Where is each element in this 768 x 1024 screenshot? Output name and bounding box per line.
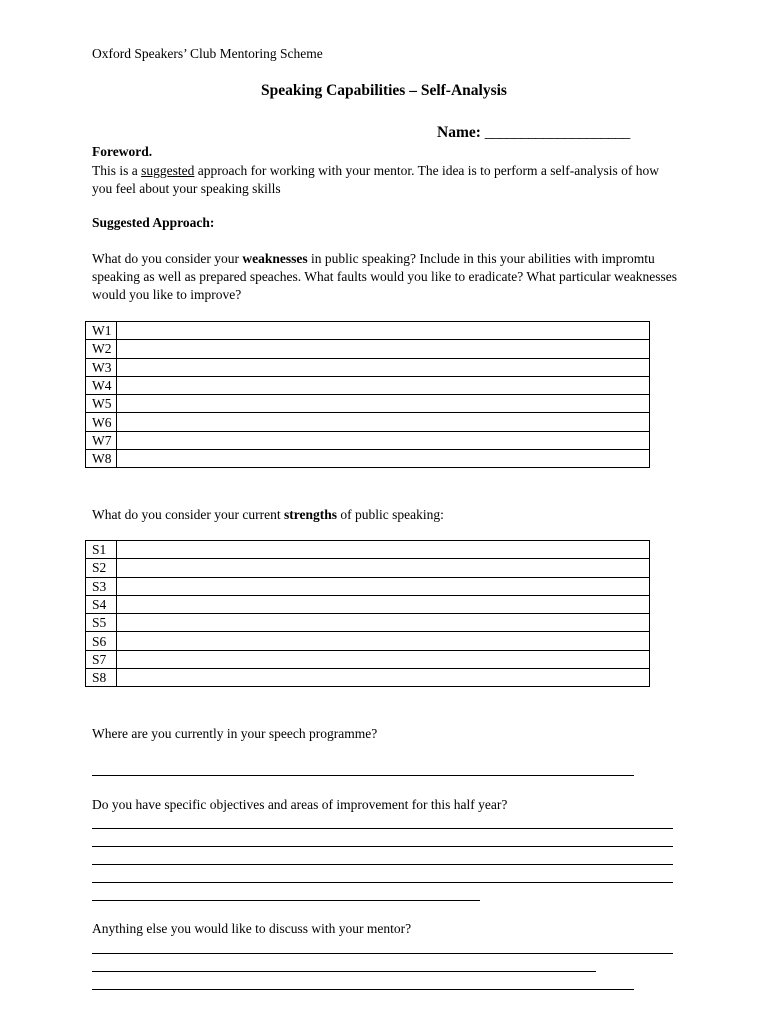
strength-row-entry[interactable]: [117, 541, 650, 559]
foreword-text-end: approach for working with your mentor. The idea is to perform a self-analysis of how you feel about your speaking skills: [92, 163, 660, 196]
programme-answer-line[interactable]: [92, 775, 634, 776]
strength-row: [86, 614, 650, 632]
discuss-answer-line-1[interactable]: [92, 953, 673, 954]
weaknesses-question-end: in public speaking? Include in this your abilities with impromtu speaking as well as prepared speaches. What faults would you like to eradicate? What particular weaknesses would you like to improve?: [92, 251, 678, 302]
weakness-row-label: W2: [86, 340, 117, 358]
weaknesses-table: [85, 321, 650, 468]
weakness-row-entry[interactable]: [117, 340, 650, 358]
strength-row-label: S7: [86, 650, 117, 668]
document-header: Oxford Speakers’ Club Mentoring Scheme: [92, 46, 323, 61]
name-blank-line[interactable]: ____________________: [484, 124, 630, 141]
weakness-row-label: W7: [86, 431, 117, 449]
strengths-question-start: What do you consider your current: [92, 507, 284, 522]
objectives-answer-line-2[interactable]: [92, 846, 673, 847]
weakness-row-label: W4: [86, 376, 117, 394]
objectives-answer-line-3[interactable]: [92, 864, 673, 865]
weakness-row-entry[interactable]: [117, 413, 650, 431]
weakness-row-entry[interactable]: [117, 376, 650, 394]
objectives-answer-line-4[interactable]: [92, 882, 673, 883]
discuss-answer-line-3[interactable]: [92, 989, 634, 990]
weakness-row-entry[interactable]: [117, 358, 650, 376]
strength-row: [86, 541, 650, 559]
weakness-row-label: W8: [86, 450, 117, 468]
strength-row-label: S3: [86, 577, 117, 595]
strength-row-entry[interactable]: [117, 614, 650, 632]
strength-row-entry[interactable]: [117, 632, 650, 650]
strength-row-label: S1: [86, 541, 117, 559]
weaknesses-question: [92, 250, 682, 304]
strengths-table: [85, 540, 650, 687]
weakness-row: [86, 413, 650, 431]
strength-row-entry[interactable]: [117, 577, 650, 595]
strength-row: [86, 650, 650, 668]
strength-row-entry[interactable]: [117, 595, 650, 613]
foreword-underlined-word: suggested: [141, 163, 195, 178]
foreword-text-start: This is a: [92, 163, 142, 178]
weakness-row: [86, 358, 650, 376]
weakness-row: [86, 376, 650, 394]
strength-row-entry[interactable]: [117, 669, 650, 687]
name-field[interactable]: [437, 124, 630, 142]
weaknesses-question-start: What do you consider your: [92, 251, 243, 266]
weakness-row-entry[interactable]: [117, 450, 650, 468]
strengths-question-end: of public speaking:: [336, 507, 444, 522]
weakness-row-entry[interactable]: [117, 322, 650, 340]
weakness-row: [86, 450, 650, 468]
objectives-answer-line-5[interactable]: [92, 900, 480, 901]
strength-row: [86, 669, 650, 687]
strength-row: [86, 632, 650, 650]
name-label: Name:: [437, 124, 481, 141]
discuss-answer-line-2[interactable]: [92, 971, 596, 972]
approach-heading: Suggested Approach:: [92, 215, 215, 230]
strength-row-label: S6: [86, 632, 117, 650]
discuss-question: Anything else you would like to discuss with your mentor?: [92, 921, 412, 936]
objectives-question: Do you have specific objectives and areas of improvement for this half year?: [92, 797, 508, 812]
strength-row-label: S5: [86, 614, 117, 632]
strength-row: [86, 559, 650, 577]
weakness-row-label: W6: [86, 413, 117, 431]
weakness-row-entry[interactable]: [117, 395, 650, 413]
strength-row-label: S4: [86, 595, 117, 613]
weakness-row-label: W3: [86, 358, 117, 376]
page-title: Speaking Capabilities – Self-Analysis: [261, 82, 507, 99]
strength-row-entry[interactable]: [117, 559, 650, 577]
programme-question: Where are you currently in your speech programme?: [92, 726, 378, 741]
weakness-row: [86, 340, 650, 358]
strength-row-entry[interactable]: [117, 650, 650, 668]
foreword-text: [92, 162, 682, 198]
weakness-row: [86, 431, 650, 449]
strength-row-label: S8: [86, 669, 117, 687]
weakness-row-label: W1: [86, 322, 117, 340]
strength-row: [86, 577, 650, 595]
weakness-row: [86, 395, 650, 413]
weaknesses-bold: weaknesses: [242, 251, 308, 266]
weakness-row-label: W5: [86, 395, 117, 413]
strengths-bold: strengths: [283, 507, 337, 522]
weakness-row: [86, 322, 650, 340]
foreword-heading: Foreword.: [92, 144, 153, 159]
strength-row: [86, 595, 650, 613]
strengths-question: [92, 507, 444, 523]
objectives-answer-line-1[interactable]: [92, 828, 673, 829]
strength-row-label: S2: [86, 559, 117, 577]
weakness-row-entry[interactable]: [117, 431, 650, 449]
